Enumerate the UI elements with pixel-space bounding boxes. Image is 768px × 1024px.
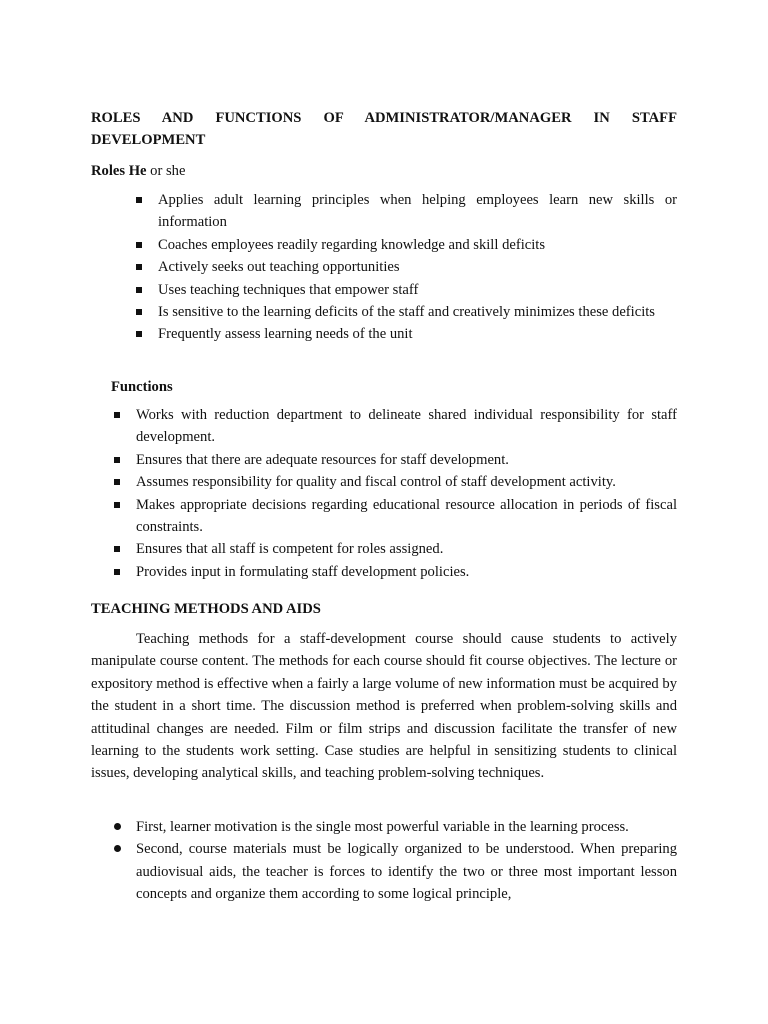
teaching-heading: TEACHING METHODS AND AIDS [91,601,321,617]
round-bullet-icon [114,845,121,852]
square-bullet-icon [114,569,120,575]
round-bullet-icon [114,823,121,830]
roles-label-rest: or she [146,163,186,179]
square-bullet-icon [114,457,120,463]
list-item: Frequently assess learning needs of the unit [158,323,677,345]
square-bullet-icon [136,264,142,270]
list-item: Ensures that there are adequate resources for staff development. [136,449,677,471]
list-item: First, learner motivation is the single most powerful variable in the learning process. [136,816,677,838]
square-bullet-icon [136,287,142,293]
main-heading: ROLES AND FUNCTIONS OF ADMINISTRATOR/MANAGER IN STAFF DEVELOPMENT [91,110,677,149]
teaching-paragraph: Teaching methods for a staff-development course should cause students to actively manipulate course content. The methods for each course should fit course objectives. The lecture or expository method is effective when a fairly a large volume of new information must be acquired by the student in a short time. The discussion method is preferred when problem-solving skills and attitudinal changes are needed. Film or film strips and discussion facilitate the transfer of new learning to the students work setting. Case studies are helpful in sensitizing students to clinical issues, developing analytical skills, and teaching problem-solving techniques. [91,631,677,782]
square-bullet-icon [136,331,142,337]
list-item: Works with reduction department to delineate shared individual responsibility for staff development. [136,404,677,449]
square-bullet-icon [114,412,120,418]
list-item: Ensures that all staff is competent for roles assigned. [136,538,677,560]
roles-label-bold: Roles He [91,163,147,179]
list-item: Actively seeks out teaching opportunities [158,256,677,278]
list-item: Makes appropriate decisions regarding educational resource allocation in periods of fiscal constraints. [136,494,677,539]
square-bullet-icon [114,502,120,508]
square-bullet-icon [114,546,120,552]
list-item: Applies adult learning principles when helping employees learn new skills or information [158,189,677,234]
roles-list [158,189,677,346]
square-bullet-icon [136,242,142,248]
list-item: Coaches employees readily regarding knowledge and skill deficits [158,234,677,256]
list-item: Is sensitive to the learning deficits of the staff and creatively minimizes these deficits [158,301,677,323]
square-bullet-icon [136,197,142,203]
functions-heading: Functions [111,379,173,395]
square-bullet-icon [114,479,120,485]
teaching-list [136,816,677,906]
list-item: Second, course materials must be logically organized to be understood. When preparing audiovisual aids, the teacher is forces to identify the two or three most important lesson concepts and organize them according to some logical principle, [136,838,677,905]
functions-list [136,404,677,583]
list-item: Provides input in formulating staff development policies. [136,561,677,583]
list-item: Uses teaching techniques that empower staff [158,279,677,301]
roles-heading [91,160,677,182]
list-item: Assumes responsibility for quality and fiscal control of staff development activity. [136,471,677,493]
square-bullet-icon [136,309,142,315]
